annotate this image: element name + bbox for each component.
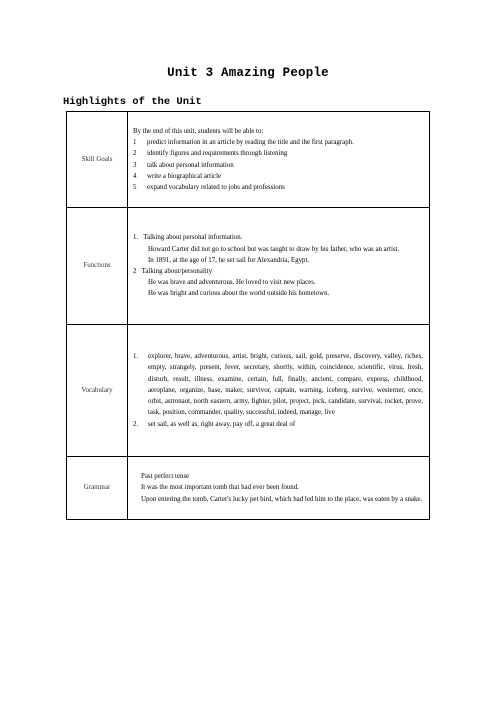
highlights-table (66, 111, 430, 520)
skill-goal-item: 1 predict information in an article by reading the title and the first paragraph. (133, 139, 354, 147)
function-item: 2 Talking about/personality (133, 268, 213, 275)
vocabulary-words: explorer, brave, adventurous, artist, bright, curious, sail, gold, preserve, discovery, valley, riches, empty, strangely, present, fever, secretary, shortly, within, coincidence, scientific, virus, fresh, disturb, result, illness, examine, certain, full, finally, ancient, compare, express, childhood, aeroplane, organize, base, maker, survivor, captain, warning, iceberg, survive, westerner, once, orbit, astronaut, north eastern, army, fighter, pilot, project, pick, candidate, survival, rocket, prove, task, position, commander, quality, successful, indeed, manage, live (148, 353, 423, 417)
section-heading: Highlights of the Unit (63, 96, 202, 108)
grammar-content (128, 457, 430, 520)
vocabulary-phrases: set sail, as well as, right away, pay off, a great deal of (148, 420, 296, 428)
functions-content (128, 208, 430, 325)
page-title: Unit 3 Amazing People (167, 66, 329, 80)
skill-goals-label: Skill Goals (67, 112, 128, 208)
skill-goals-row (67, 112, 430, 208)
grammar-topic: Past perfect tense (141, 473, 190, 481)
skill-goal-item: 5 expand vocabulary related to jobs and professions (133, 183, 285, 191)
functions-label: Functions (67, 208, 128, 325)
vocabulary-label: Vocabulary (67, 325, 128, 457)
vocabulary-row (67, 325, 430, 457)
vocabulary-words-item: 1. explorer, brave, adventurous, artist, bright, curious, sail, gold, preserve, discovery, valley, riches, empty, strangely, present, fever, secretary, shortly, within, coincidence, scientific, virus, fresh, disturb, result, illness, examine, certain, full, finally, ancient, compare, express, childhood, aeroplane, organize, base, maker, survivor, captain, warning, iceberg, survive, westerner, once, orbit, astronaut, north eastern, army, fighter, pilot, project, pick, candidate, survival, rocket, prove, task, position, commander, quality, successful, indeed, manage, live (133, 351, 423, 418)
vocabulary-content (128, 325, 430, 457)
skill-goals-intro: By the end of this unit, students will be able to: (133, 127, 264, 135)
skill-goals-content (128, 112, 430, 208)
grammar-label: Grammar (67, 457, 128, 520)
skill-goal-item: 3 talk about personal information (133, 161, 234, 169)
functions-row (67, 208, 430, 325)
function-example: Howard Carter did not go to school but was taught to draw by his father, who was an artist. (148, 245, 400, 253)
function-example: In 1891, at the age of 17, he set sail for Alexandria, Egypt. (148, 256, 310, 264)
skill-goal-item: 2 identify figures and requirements through listening (133, 150, 288, 158)
skill-goal-item: 4 write a biographical article (133, 172, 222, 180)
vocabulary-phrases-item: 2. set sail, as well as, right away, pay off, a great deal of (133, 419, 423, 430)
function-item: 1. Talking about personal information. (133, 234, 243, 242)
grammar-row (67, 457, 430, 520)
function-example: He was brave and adventurous. He loved to visit new places. (148, 279, 316, 287)
grammar-example: Upon entering the tomb, Carter's lucky pet bird, which had led him to the place, was eaten by a snake. (141, 495, 423, 503)
grammar-example: It was the most important tomb that had ever been found. (141, 484, 299, 492)
function-example: He was bright and curious about the world outside his hometown. (148, 290, 330, 298)
